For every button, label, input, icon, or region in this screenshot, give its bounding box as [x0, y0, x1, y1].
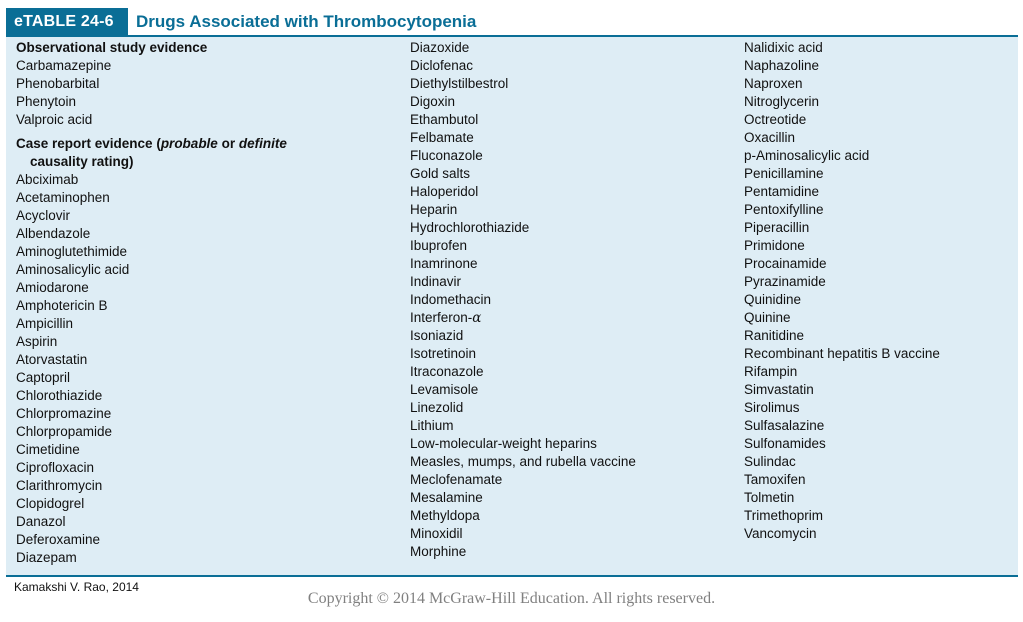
drug-item: Diethylstilbestrol [410, 76, 509, 91]
table-body [6, 37, 1018, 577]
drug-item: Trimethoprim [744, 508, 824, 523]
case-report-heading-definite: definite [238, 136, 287, 151]
drug-item: Isoniazid [410, 328, 464, 343]
drug-item: Deferoxamine [16, 532, 101, 547]
drug-item: Chlorothiazide [16, 388, 103, 403]
column-3 [744, 39, 940, 543]
drug-item: Abciximab [16, 172, 79, 187]
drug-item: Pyrazinamide [744, 274, 826, 289]
drug-item: Pentoxifylline [744, 202, 824, 217]
drug-item: Minoxidil [410, 526, 463, 541]
copyright-notice: Copyright © 2014 McGraw-Hill Education. All rights reserved. [307, 590, 716, 607]
drug-item: Inamrinone [410, 256, 478, 271]
drug-item: Lithium [410, 418, 454, 433]
drug-item: Vancomycin [744, 526, 817, 541]
drug-item: Diclofenac [410, 58, 474, 73]
drug-item: Chlorpropamide [16, 424, 113, 439]
case-report-heading [16, 135, 287, 153]
drug-item: Haloperidol [410, 184, 479, 199]
drug-item: Valproic acid [16, 112, 93, 127]
drug-item: Procainamide [744, 256, 827, 271]
drug-item: Methyldopa [410, 508, 480, 523]
drug-item: Clarithromycin [16, 478, 103, 493]
drug-item: Diazepam [16, 550, 77, 565]
drug-item: Phenytoin [16, 94, 77, 109]
drug-item: Ranitidine [744, 328, 805, 343]
drug-item: Quinidine [744, 292, 802, 307]
column-1 [16, 39, 287, 567]
drug-item: Levamisole [410, 382, 479, 397]
drug-item: Naphazoline [744, 58, 820, 73]
drug-item: Sulfonamides [744, 436, 826, 451]
drug-item: Itraconazole [410, 364, 484, 379]
drug-item: Digoxin [410, 94, 456, 109]
case-report-heading-pre: Case report evidence ( [16, 136, 161, 151]
drug-item: Low-molecular-weight heparins [410, 436, 597, 451]
drug-item: Sulfasalazine [744, 418, 825, 433]
drug-item: Amphotericin B [16, 298, 108, 313]
drug-item: Gold salts [410, 166, 471, 181]
drug-item: Aminosalicylic acid [16, 262, 130, 277]
drug-item: Cimetidine [16, 442, 80, 457]
drug-item: Tamoxifen [744, 472, 806, 487]
drug-item: Fluconazole [410, 148, 483, 163]
drug-item: Diazoxide [410, 40, 470, 55]
case-report-heading-line2: causality rating) [30, 154, 134, 169]
drug-item: Aminoglutethimide [16, 244, 128, 259]
drug-item: Linezolid [410, 400, 464, 415]
table-number-label: eTABLE 24-6 [6, 8, 128, 35]
drug-item: Piperacillin [744, 220, 810, 235]
table-header [6, 8, 1018, 37]
drug-item: Amiodarone [16, 280, 89, 295]
drug-item: Primidone [744, 238, 805, 253]
drug-item: Naproxen [744, 76, 803, 91]
case-report-heading-or: or [217, 136, 239, 151]
column-2-list-b [410, 327, 636, 561]
observational-heading: Observational study evidence [16, 40, 208, 55]
drug-item: Octreotide [744, 112, 807, 127]
drug-item: Quinine [744, 310, 791, 325]
observational-list [16, 57, 287, 129]
interferon-alpha-item [410, 309, 636, 327]
drug-item: Danazol [16, 514, 66, 529]
drug-item: Mesalamine [410, 490, 483, 505]
table-title: Drugs Associated with Thrombocytopenia [136, 12, 477, 31]
drug-item: Indomethacin [410, 292, 492, 307]
drug-item: Chlorpromazine [16, 406, 112, 421]
drug-item: Felbamate [410, 130, 474, 145]
column-3-list [744, 39, 940, 543]
drug-item: Rifampin [744, 364, 798, 379]
drug-item: Ethambutol [410, 112, 479, 127]
drug-item: Ibuprofen [410, 238, 468, 253]
drug-item: Meclofenamate [410, 472, 503, 487]
drug-item: Isotretinoin [410, 346, 477, 361]
drug-item: Sirolimus [744, 400, 800, 415]
drug-item: Clopidogrel [16, 496, 85, 511]
drug-item: Indinavir [410, 274, 462, 289]
drug-item: Carbamazepine [16, 58, 112, 73]
drug-item: Aspirin [16, 334, 58, 349]
interferon-prefix: Interferon- [410, 310, 473, 325]
drug-item: Acetaminophen [16, 190, 110, 205]
drug-item: Hydrochlorothiazide [410, 220, 530, 235]
drug-item: Nalidixic acid [744, 40, 823, 55]
drug-item: Pentamidine [744, 184, 820, 199]
column-1-list [16, 171, 287, 567]
drug-item: Acyclovir [16, 208, 71, 223]
drug-item: Atorvastatin [16, 352, 88, 367]
drug-item: Albendazole [16, 226, 91, 241]
author-credit: Kamakshi V. Rao, 2014 [14, 580, 139, 594]
drug-item: Tolmetin [744, 490, 795, 505]
drug-item: Sulindac [744, 454, 796, 469]
drug-item: Oxacillin [744, 130, 796, 145]
drug-item: Penicillamine [744, 166, 824, 181]
drug-item: Ciprofloxacin [16, 460, 95, 475]
drug-item: Phenobarbital [16, 76, 100, 91]
case-report-heading-probable: probable [160, 136, 218, 151]
column-2 [410, 39, 636, 561]
drug-item: Morphine [410, 544, 467, 559]
drug-item: p-Aminosalicylic acid [744, 148, 870, 163]
drug-item: Ampicillin [16, 316, 74, 331]
alpha-symbol: α [472, 310, 482, 326]
drug-item: Nitroglycerin [744, 94, 820, 109]
drug-item: Measles, mumps, and rubella vaccine [410, 454, 636, 469]
drug-item: Recombinant hepatitis B vaccine [744, 346, 940, 361]
drug-item: Simvastatin [744, 382, 814, 397]
drug-item: Heparin [410, 202, 458, 217]
column-2-list-a [410, 39, 636, 309]
drug-item: Captopril [16, 370, 71, 385]
